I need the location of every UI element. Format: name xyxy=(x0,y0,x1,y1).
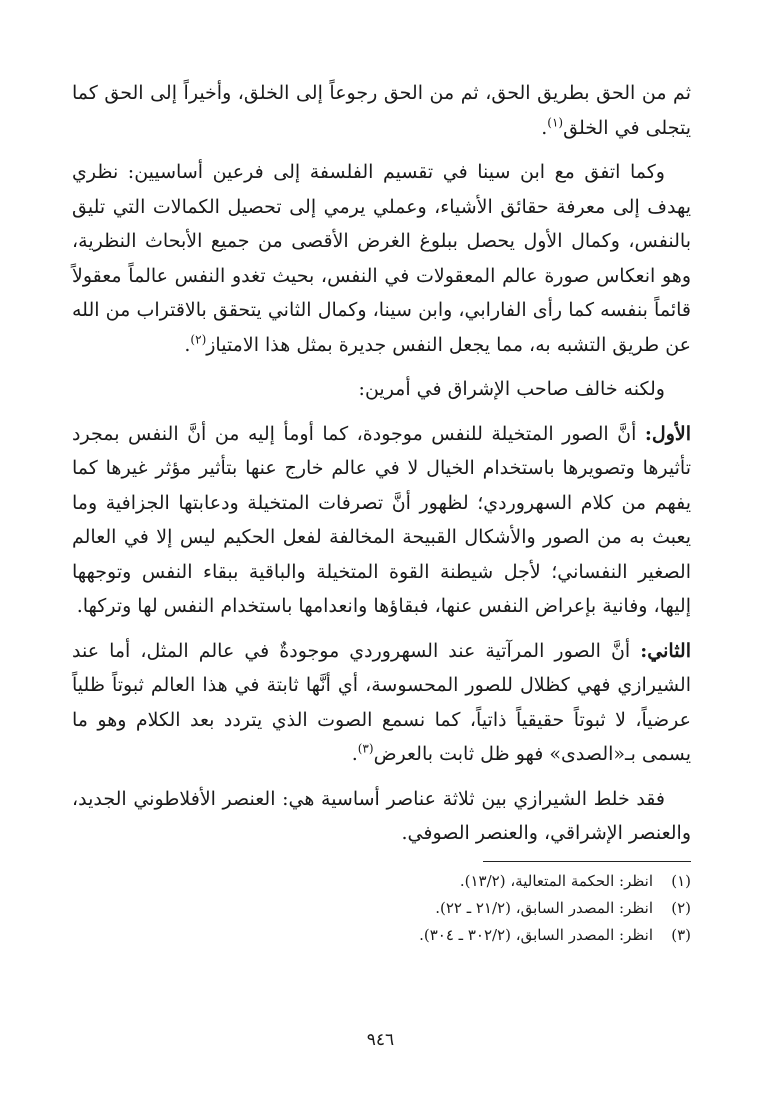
footnote-ref-2: (٢) xyxy=(190,332,207,347)
footnote-text: انظر: الحكمة المتعالية، (١٣/٢). xyxy=(459,871,653,890)
paragraph-2: وكما اتفق مع ابن سينا في تقسيم الفلسفة إلى فرعين أساسيين: نظري يهدف إلى معرفة حقائق الأشياء، وعملي يرمي إلى تحصيل الكمالات التي تليق بالنفس، وكمال الأول يحصل ببلوغ الغرض الأقصى من جميع الأبحاث النظرية، وهو انعكاس صورة عالم المعقولات في النفس، بحيث تغدو النفس عالماً معقولاً قائماً بنفسه كما رأى الفارابي، وابن سينا، وكمال الثاني يتحقق بالاقتراب من الله عن طريق التشبه به، مما يجعل النفس جديرة بمثل هذا الامتياز$^{(٢)}$. xyxy=(72,161,691,356)
point-two-label: الثاني: xyxy=(640,639,691,662)
footnote-ref-1: (١) xyxy=(547,115,564,130)
footnote-text: انظر: المصدر السابق، (٢١/٢ ـ ٢٢). xyxy=(435,898,653,917)
paragraph-3: ولكنه خالف صاحب الإشراق في أمرين: xyxy=(358,378,665,400)
footnote-item xyxy=(72,868,691,895)
page-number: ٩٤٦ xyxy=(366,1030,395,1050)
footnote-number: (٣) xyxy=(671,925,691,944)
footnote-divider xyxy=(483,861,691,862)
paragraph-2-text: وكما اتفق مع ابن سينا في تقسيم الفلسفة إلى فرعين أساسيين: نظري يهدف إلى معرفة حقائق الأشياء، وعملي يرمي إلى تحصيل الكمالات التي تليق بالنفس، وكمال الأول يحصل ببلوغ الغرض الأقصى من جميع الأبحاث النظرية، وهو انعكاس صورة عالم المعقولات في النفس، بحيث تغدو النفس عالماً معقولاً قائماً بنفسه كما رأى الفارابي، وابن سينا، وكمال الثاني يتحقق بالاقتراب من الله عن طريق التشبه به، مما يجعل النفس جديرة بمثل هذا الامتياز xyxy=(72,161,691,356)
footnote-ref-3: (٣) xyxy=(357,741,374,756)
paragraph-6: فقد خلط الشيرازي بين ثلاثة عناصر أساسية هي: العنصر الأفلاطوني الجديد، والعنصر الإشراقي، والعنصر الصوفي. xyxy=(72,787,691,844)
paragraph-4 xyxy=(72,417,691,624)
paragraph-4-text: أنَّ الصور المتخيلة للنفس موجودة، كما أومأ إليه من أنَّ النفس بمجرد تأثيرها وتصويرها باستخدام الخيال لا في عالم خارج عنها بتأثير مؤثر غيرها كما يفهم من كلام السهروردي؛ لظهور أنَّ تصرفات المتخيلة ودعابتها الجزافية وما يعبث به من الصور والأشكال القبيحة المخالفة لفعل الحكيم ليس إلا في العالم الصغير النفساني؛ لأجل شيطنة القوة المتخيلة والباقية ببقاء النفس وتوجهها إليها، وفانية بإعراض النفس عنها، فبقاؤها وانعدامها باستخدام النفس لها وتركها. xyxy=(72,422,691,617)
footnotes xyxy=(72,868,691,949)
paragraph-5: الثاني: أنَّ الصور المرآتية عند السهروردي موجودةٌ في عالم المثل، أما عند الشيرازي فهي كظلال للصور المحسوسة، أي أنَّها ثابتة في هذا العالم ثبوتاً ظلياً عرضياً، لا ثبوتاً حقيقياً ذاتياً، كما نسمع الصوت الذي يتردد بعد الكلام وهو ما يسمى بـ«الصدى» فهو ظل ثابت بالعرض$^{(٣)}$. xyxy=(72,639,691,765)
paragraph-1: ثم من الحق بطريق الحق، ثم من الحق رجوعاً إلى الخلق، وأخيراً إلى الحق كما يتجلى في الخلق$^{(١)}$. xyxy=(72,82,691,139)
point-one-label: الأول: xyxy=(644,422,691,445)
footnote-item xyxy=(72,895,691,922)
paragraph-1-text: ثم من الحق بطريق الحق، ثم من الحق رجوعاً إلى الخلق، وأخيراً إلى الحق كما يتجلى في الخلق xyxy=(72,82,691,139)
footnote-number: (١) xyxy=(671,871,691,890)
paragraph-5-text: أنَّ الصور المرآتية عند السهروردي موجودةٌ في عالم المثل، أما عند الشيرازي فهي كظلال للصور المحسوسة، أي أنَّها ثابتة في هذا العالم ثبوتاً ظلياً عرضياً، لا ثبوتاً حقيقياً ذاتياً، كما نسمع الصوت الذي يتردد بعد الكلام وهو ما يسمى بـ«الصدى» فهو ظل ثابت بالعرض xyxy=(72,639,691,765)
footnote-text: انظر: المصدر السابق، (٣٠٢/٢ ـ ٣٠٤). xyxy=(419,925,653,944)
footnote-item xyxy=(72,922,691,949)
footnote-number: (٢) xyxy=(671,898,691,917)
